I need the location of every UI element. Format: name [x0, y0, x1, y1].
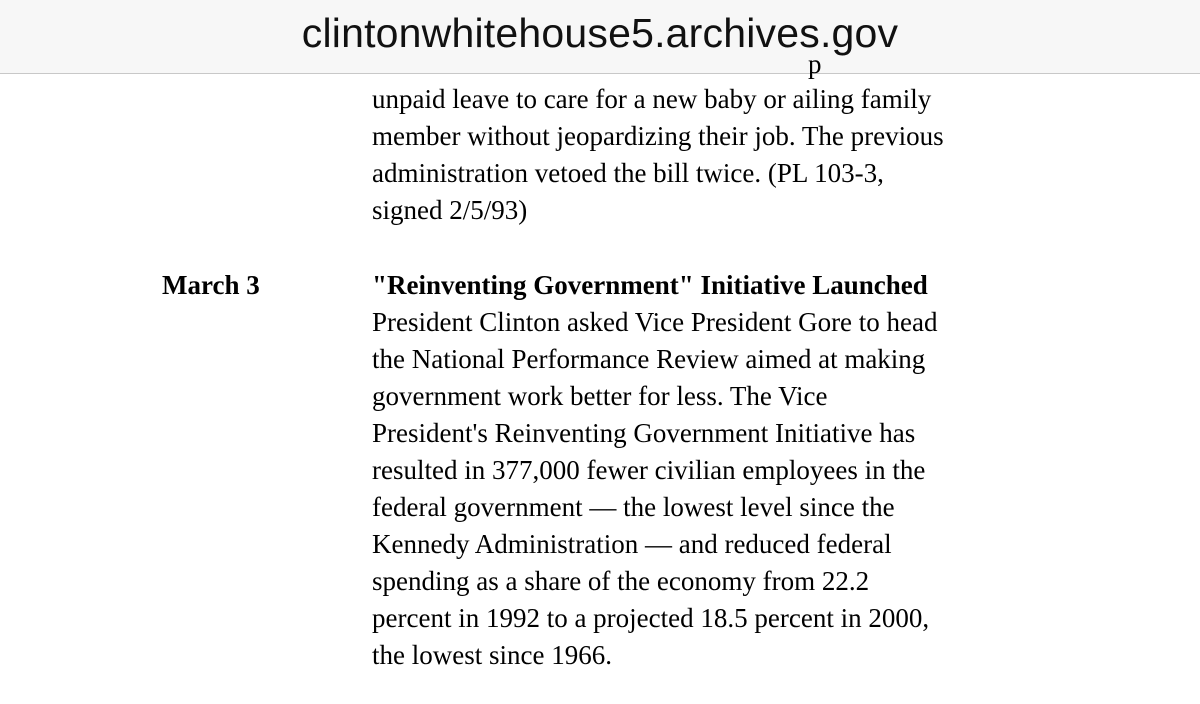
- clipped-fragment: p: [808, 49, 822, 79]
- entry-description: President Clinton asked Vice President Gore to head the National Performance Review aimed at making government work better for less. The Vice President's Reinventing Government Initiative has resulted in 377,000 fewer civilian employees in the federal government — the lowest level since the Kennedy Administration — and reduced federal spending as a share of the economy from 22.2 percent in 1992 to a projected 18.5 percent in 2000, the lowest since 1966.: [372, 307, 938, 670]
- url-text[interactable]: clintonwhitehouse5.archives.gov: [301, 10, 899, 56]
- address-bar[interactable]: [0, 0, 1200, 74]
- entry-description: unpaid leave to care for a new baby or ailing family member without jeopardizing their job. The previous administration vetoed the bill twice. (PL 103-3, signed 2/5/93): [372, 84, 944, 225]
- entry-title: "Reinventing Government" Initiative Launched: [372, 270, 928, 300]
- entry-date: March 3: [162, 270, 260, 300]
- page-content: [0, 49, 1200, 704]
